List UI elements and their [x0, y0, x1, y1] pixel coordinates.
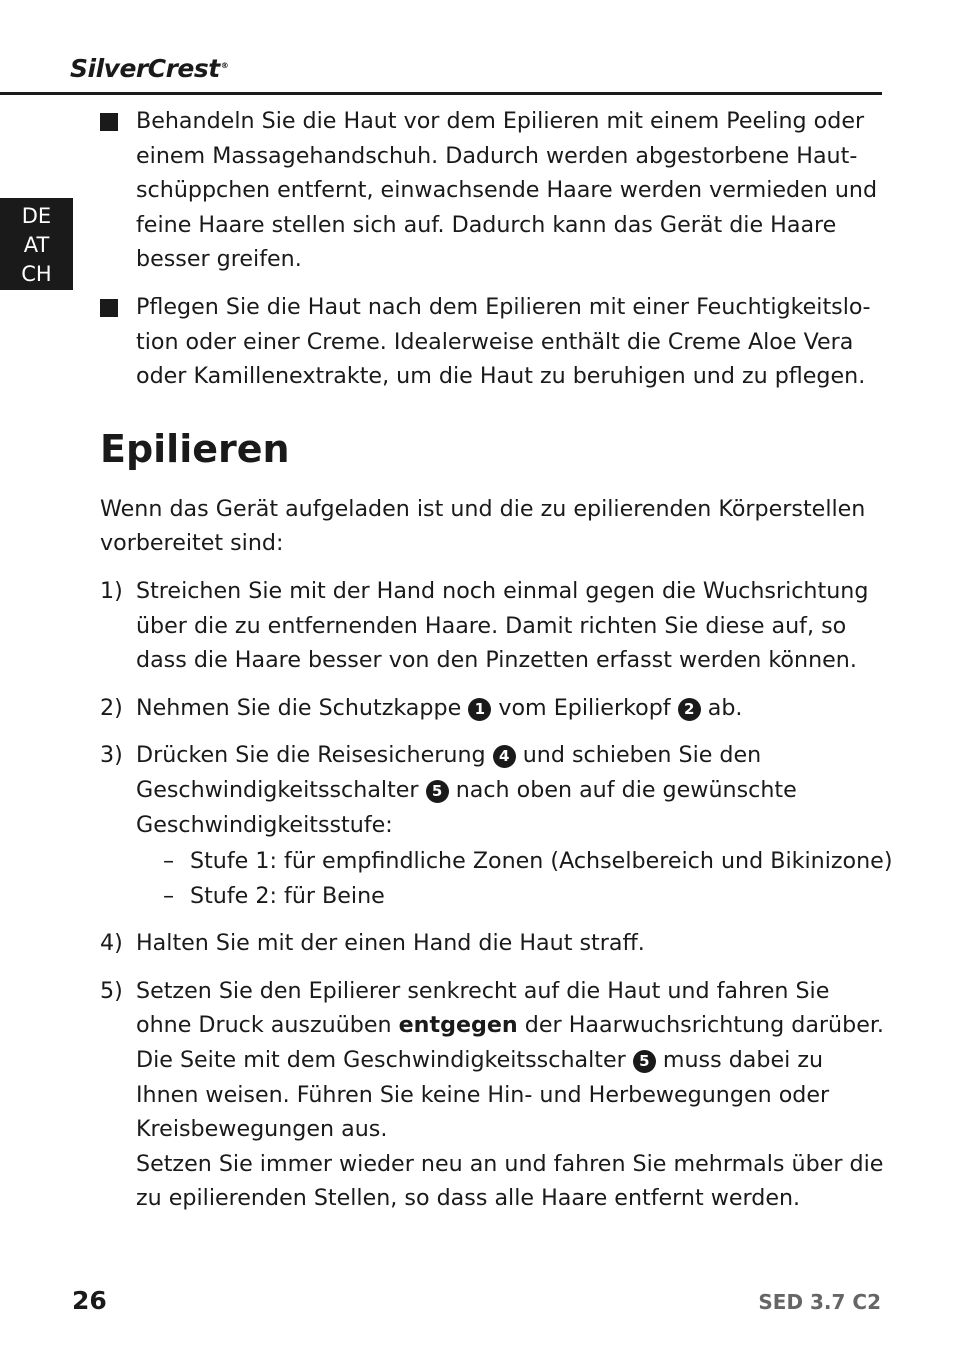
step-text: Streichen Sie mit der Hand noch einmal gegen die Wuchsrichtung über die zu entfernenden Haare. Damit richten Sie diese auf, so dass die Haare besser von den Pinzetten erfasst werden können. [136, 577, 869, 674]
step-number: 1) [100, 577, 123, 604]
step-text: Setzen Sie den Epilierer senkrecht auf die Haut und fahren Sie ohne Druck auszuüben [136, 977, 830, 1039]
bullet-text: Behandeln Sie die Haut vor dem Epilieren mit einem Peeling oder einem Massagehandschuh. Dadurch werden abgestorbene Hautschüppchen entfernt, einwachsende Haare werden vermieden und feine Haare stellen sich auf. Dadurch kann das Gerät die Haare besser greifen. [136, 108, 878, 273]
square-bullet-icon [100, 299, 118, 317]
step-text: vom Epilierkopf [498, 694, 671, 721]
step-followup-text: Setzen Sie immer wieder neu an und fahren Sie mehrmals über die zu epilierenden Stellen, so dass alle Haare entfernt werden. [136, 1150, 884, 1212]
step-3 [100, 738, 893, 913]
speed-level-text: Stufe 1: für empfindliche Zonen (Achselbereich und Bikinizone) [190, 848, 893, 875]
header-divider [0, 92, 882, 95]
part-number-badge: 5 [426, 780, 449, 803]
step-number: 5) [100, 977, 123, 1004]
step-text: Drücken Sie die Reisesicherung [136, 742, 486, 769]
part-number-badge: 5 [633, 1050, 656, 1073]
step-text: und schieben Sie den Geschwindigkeitsschalter [136, 742, 762, 803]
bullet-item [100, 104, 890, 277]
step-text: der Haarwuchsrichtung darüber. Die Seite mit dem Geschwindigkeitsschalter [136, 1012, 884, 1074]
dash-marker: – [163, 848, 175, 875]
brand-name: SilverCrest [70, 54, 220, 83]
step-2 [100, 691, 890, 726]
lang-de: DE [21, 204, 52, 228]
square-bullet-icon [100, 113, 118, 131]
step-number: 2) [100, 694, 123, 721]
part-number-badge: 2 [678, 698, 701, 721]
lang-ch: CH [21, 262, 52, 286]
step-text: nach oben auf die gewünschte Geschwindigkeitsstufe: [136, 776, 797, 838]
brand-logo [70, 54, 228, 83]
step-4 [100, 926, 890, 961]
page-content [100, 104, 893, 1229]
step-text: Halten Sie mit der einen Hand die Haut straff. [136, 930, 645, 957]
lang-at: AT [23, 233, 50, 257]
speed-level-item [100, 844, 893, 879]
emphasis-text: entgegen [398, 1012, 518, 1039]
registered-mark: ® [220, 60, 229, 70]
section-title: Epilieren [100, 426, 290, 471]
page-number: 26 [72, 1286, 107, 1315]
speed-level-list [136, 844, 893, 913]
dash-marker: – [163, 882, 175, 909]
step-5 [100, 974, 890, 1216]
bullet-item [100, 290, 890, 394]
step-number: 3) [100, 742, 123, 769]
bullet-text: Pflegen Sie die Haut nach dem Epilieren mit einer Feuchtigkeitslotion oder einer Creme. Idealerweise enthält die Creme Aloe Vera oder Kamillenextrakte, um die Haut zu beruhigen und zu pflegen. [136, 293, 871, 390]
step-1 [100, 574, 890, 678]
speed-level-item [100, 879, 890, 914]
section-intro: Wenn das Gerät aufgeladen ist und die zu epilierenden Körperstellen vorbereitet sind: [100, 495, 866, 557]
step-number: 4) [100, 930, 123, 957]
step-text: muss dabei zu Ihnen weisen. Führen Sie keine Hin- und Herbewegungen oder Kreisbewegungen aus. [136, 1047, 830, 1143]
part-number-badge: 1 [468, 698, 491, 721]
step-text: Nehmen Sie die Schutzkappe [136, 694, 462, 721]
speed-level-text: Stufe 2: für Beine [190, 882, 385, 909]
model-number: SED 3.7 C2 [758, 1290, 881, 1314]
step-text: ab. [707, 694, 743, 721]
part-number-badge: 4 [493, 745, 516, 768]
language-tab [0, 198, 73, 290]
